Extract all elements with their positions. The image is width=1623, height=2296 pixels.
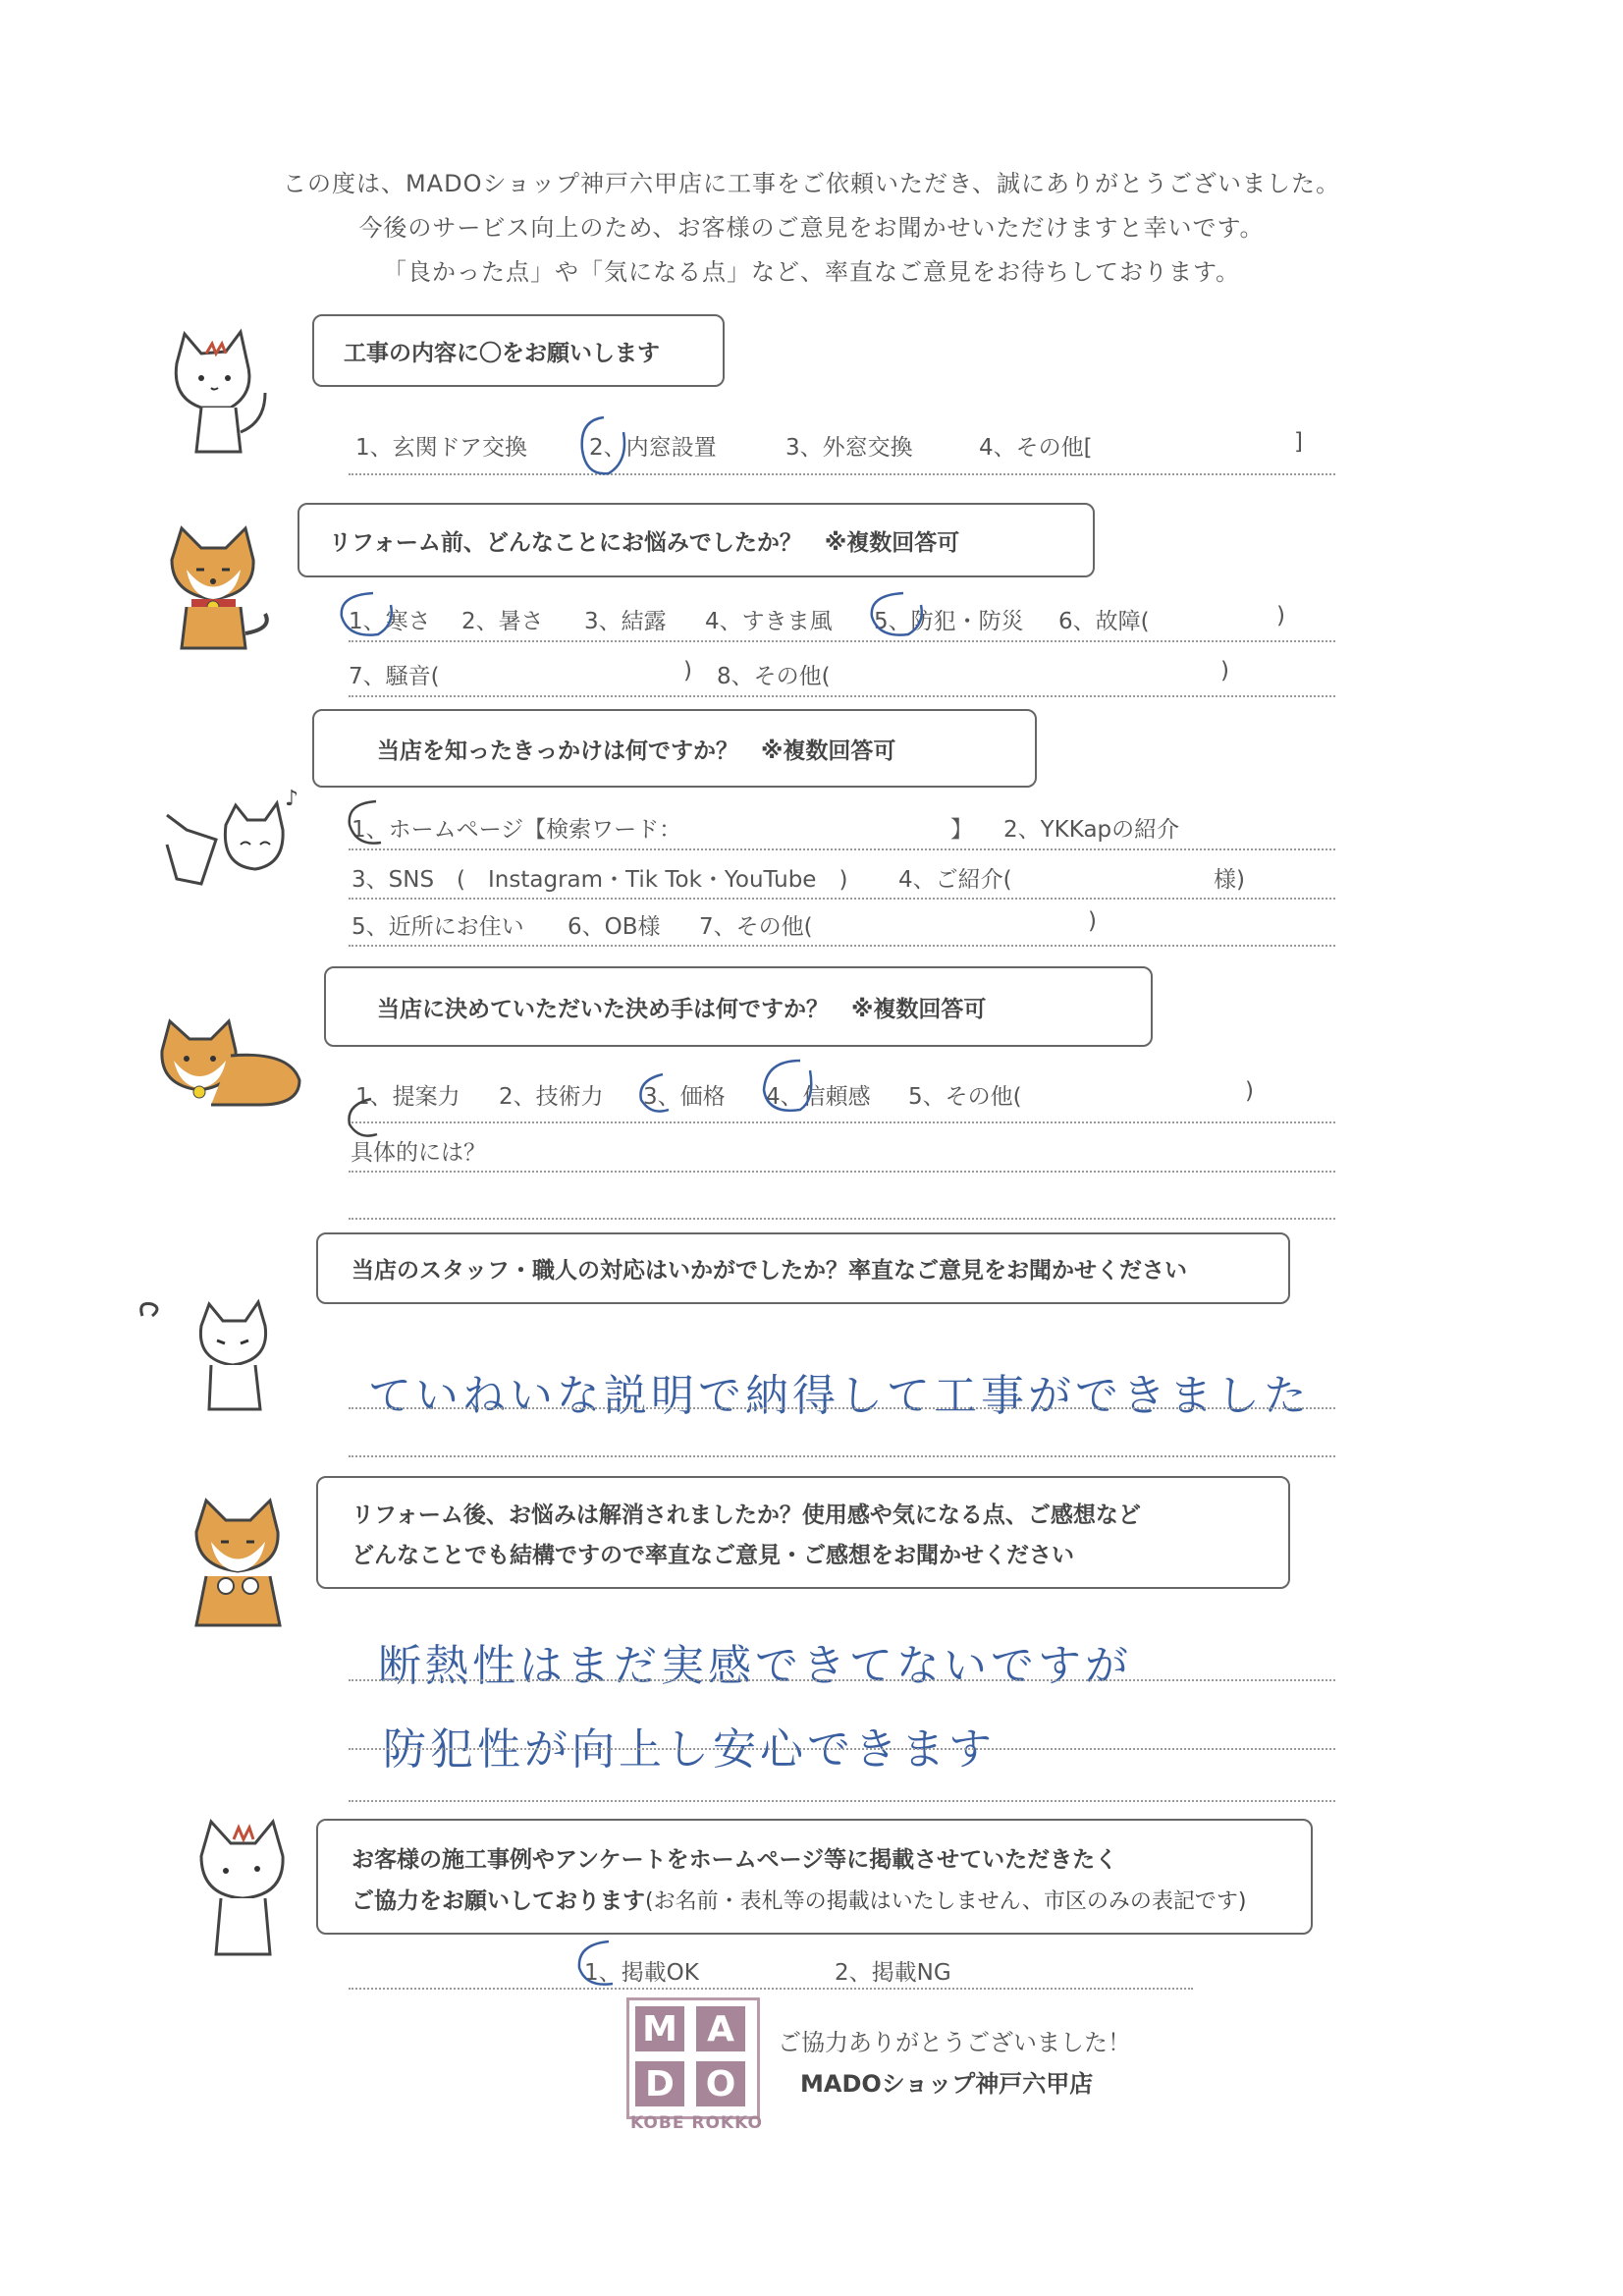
q4-option-5-close: ) xyxy=(1245,1078,1254,1104)
q7-title-main: ご協力をお願いしております xyxy=(352,1888,645,1914)
q3-option-6[interactable]: 6、OB様 xyxy=(568,914,661,940)
q3-line-2 xyxy=(349,898,1335,900)
thinking-shiba-icon xyxy=(182,1493,299,1630)
q5-line-2 xyxy=(349,1455,1335,1457)
q2-circle-mark-1 xyxy=(334,587,403,646)
q6-handwritten-answer-1[interactable]: 断熱性はまだ実感できてないですが xyxy=(378,1641,1132,1691)
q7-line xyxy=(349,1988,1193,1990)
q2-circle-mark-5 xyxy=(864,587,933,646)
q3-circle-mark xyxy=(342,795,401,854)
logo-letter-d: D xyxy=(635,2061,684,2106)
q2-option-7-close: ) xyxy=(683,658,692,683)
intro-line-1: この度は、MADOショップ神戸六甲店に工事をご依頼いただき、誠にありがとうございました。 xyxy=(282,170,1341,197)
q3-title: 当店を知ったきっかけは何ですか？ ※複数回答可 xyxy=(377,738,896,764)
q3-option-4[interactable]: 4、ご紹介( xyxy=(898,867,1012,893)
q2-option-3[interactable]: 3、結露 xyxy=(584,609,667,634)
q4-option-4[interactable]: 4、信頼感 xyxy=(766,1084,871,1110)
q5-bubble xyxy=(316,1232,1290,1304)
q6-line-2 xyxy=(349,1748,1335,1750)
q3-option-3[interactable]: 3、SNS ( Instagram・Tik Tok・YouTube ) xyxy=(352,867,848,893)
q4-option-5[interactable]: 5、その他( xyxy=(908,1084,1022,1110)
q6-line-1 xyxy=(349,1679,1335,1681)
q1-option-2[interactable]: 2、内窓設置 xyxy=(589,435,717,461)
q4-bubble xyxy=(324,966,1153,1047)
q1-bubble xyxy=(312,314,725,387)
q4-option-2[interactable]: 2、技術力 xyxy=(499,1084,604,1110)
q6-handwritten-answer-2[interactable]: 防犯性が向上し安心できます xyxy=(383,1724,996,1775)
svg-text:♪: ♪ xyxy=(285,787,299,811)
q2-option-5[interactable]: 5、防犯・防災 xyxy=(874,609,1024,634)
q2-option-6[interactable]: 6、故障( xyxy=(1058,609,1150,634)
q4-circle-mark-4 xyxy=(756,1056,825,1120)
q6-line-3 xyxy=(349,1800,1335,1802)
q4-circle-mark-specific xyxy=(342,1095,391,1144)
q7-title-line-1: お客様の施工事例やアンケートをホームページ等に掲載させていただきたく xyxy=(352,1847,1118,1873)
q4-line-3 xyxy=(349,1218,1335,1220)
lying-shiba-icon xyxy=(152,1011,309,1129)
q1-option-4-close: ] xyxy=(1294,429,1303,455)
q3-bubble xyxy=(312,709,1037,788)
q3-option-1[interactable]: 1、ホームページ【検索ワード： xyxy=(352,817,682,843)
q2-option-8[interactable]: 8、その他( xyxy=(717,664,831,689)
q2-option-8-close: ) xyxy=(1220,658,1229,683)
q7-bubble xyxy=(316,1819,1313,1935)
q4-title: 当店に決めていただいた決め手は何ですか？ ※複数回答可 xyxy=(377,996,987,1022)
q7-title-line-2 xyxy=(352,1882,1311,1922)
q3-option-7[interactable]: 7、その他( xyxy=(699,914,813,940)
footer-thanks: ご協力ありがとうございました！ xyxy=(778,2029,1131,2056)
logo-letter-m: M xyxy=(635,2006,684,2051)
q3-option-2[interactable]: 2、YKKapの紹介 xyxy=(1003,817,1180,843)
q5-handwritten-answer[interactable]: ていねいな説明で納得して工事ができました xyxy=(368,1371,1311,1421)
jumping-cat-icon xyxy=(157,786,304,903)
intro-line-2: 今後のサービス向上のため、お客様のご意見をお聞かせいただけますと幸いです。 xyxy=(358,214,1265,242)
q7-title-note: (お名前・表札等の掲載はいたしません、市区のみの表記です) xyxy=(645,1889,1247,1914)
q4-circle-mark-3 xyxy=(633,1070,682,1120)
q3-option-7-close: ) xyxy=(1088,908,1097,934)
logo-caption: KOBE ROKKO xyxy=(630,2113,763,2133)
q6-bubble xyxy=(316,1476,1290,1589)
q4-option-3[interactable]: 3、価格 xyxy=(643,1084,726,1110)
logo-letter-o: O xyxy=(696,2061,745,2106)
q4-option-1[interactable]: 1、提案力 xyxy=(355,1084,460,1110)
q5-line-1 xyxy=(349,1407,1335,1409)
shiba-dog-icon xyxy=(157,520,275,658)
q6-title-line-1: リフォーム後、お悩みは解消されましたか？使用感や気になる点、ご感想など xyxy=(352,1503,1141,1528)
mado-logo xyxy=(626,1997,760,2119)
q3-option-4-close: 様) xyxy=(1214,867,1245,893)
footer-shop-name: MADOショップ神戸六甲店 xyxy=(800,2070,1094,2098)
q1-title: 工事の内容に〇をお願いします xyxy=(344,340,660,366)
q1-option-4[interactable]: 4、その他[ xyxy=(979,435,1093,461)
standing-cat-icon xyxy=(187,1812,304,1959)
q7-circle-mark xyxy=(571,1937,630,1995)
q1-option-1[interactable]: 1、玄関ドア交換 xyxy=(355,435,527,461)
q3-option-5[interactable]: 5、近所にお住い xyxy=(352,914,524,940)
q4-specific-label: 具体的には？ xyxy=(351,1140,486,1166)
intro-line-3: 「良かった点」や「気になる点」など、率直なご意見をお待ちしております。 xyxy=(382,258,1241,286)
q3-line-1 xyxy=(349,848,1335,850)
q2-title: リフォーム前、どんなことにお悩みでしたか？ ※複数回答可 xyxy=(329,529,960,556)
white-cat-icon xyxy=(157,324,280,462)
q4-line-2 xyxy=(349,1171,1335,1173)
q2-option-1[interactable]: 1、寒さ xyxy=(349,609,431,634)
q1-option-3[interactable]: 3、外窓交換 xyxy=(785,435,913,461)
q1-line xyxy=(349,473,1335,475)
q7-option-ok[interactable]: 1、掲載OK xyxy=(584,1960,699,1986)
q7-option-ng[interactable]: 2、掲載NG xyxy=(835,1960,951,1986)
q5-title: 当店のスタッフ・職人の対応はいかがでしたか？率直なご意見をお聞かせください xyxy=(352,1258,1187,1284)
q2-option-6-close: ) xyxy=(1276,603,1285,629)
q3-line-3 xyxy=(349,945,1335,947)
q6-title-line-2: どんなことでも結構ですので率直なご意見・ご感想をお聞かせください xyxy=(352,1543,1074,1568)
q2-option-2[interactable]: 2、暑さ xyxy=(461,609,544,634)
q2-line-1 xyxy=(349,640,1335,642)
logo-letter-a: A xyxy=(696,2006,745,2051)
q3-option-1-close: 】 xyxy=(950,817,973,843)
q4-line-1 xyxy=(349,1121,1335,1123)
q2-option-4[interactable]: 4、すきま風 xyxy=(705,609,833,634)
q2-bubble xyxy=(298,503,1095,577)
q2-option-7[interactable]: 7、騒音( xyxy=(349,664,440,689)
q1-circle-mark xyxy=(574,412,633,481)
sitting-cat-icon xyxy=(133,1296,299,1414)
q2-line-2 xyxy=(349,695,1335,697)
